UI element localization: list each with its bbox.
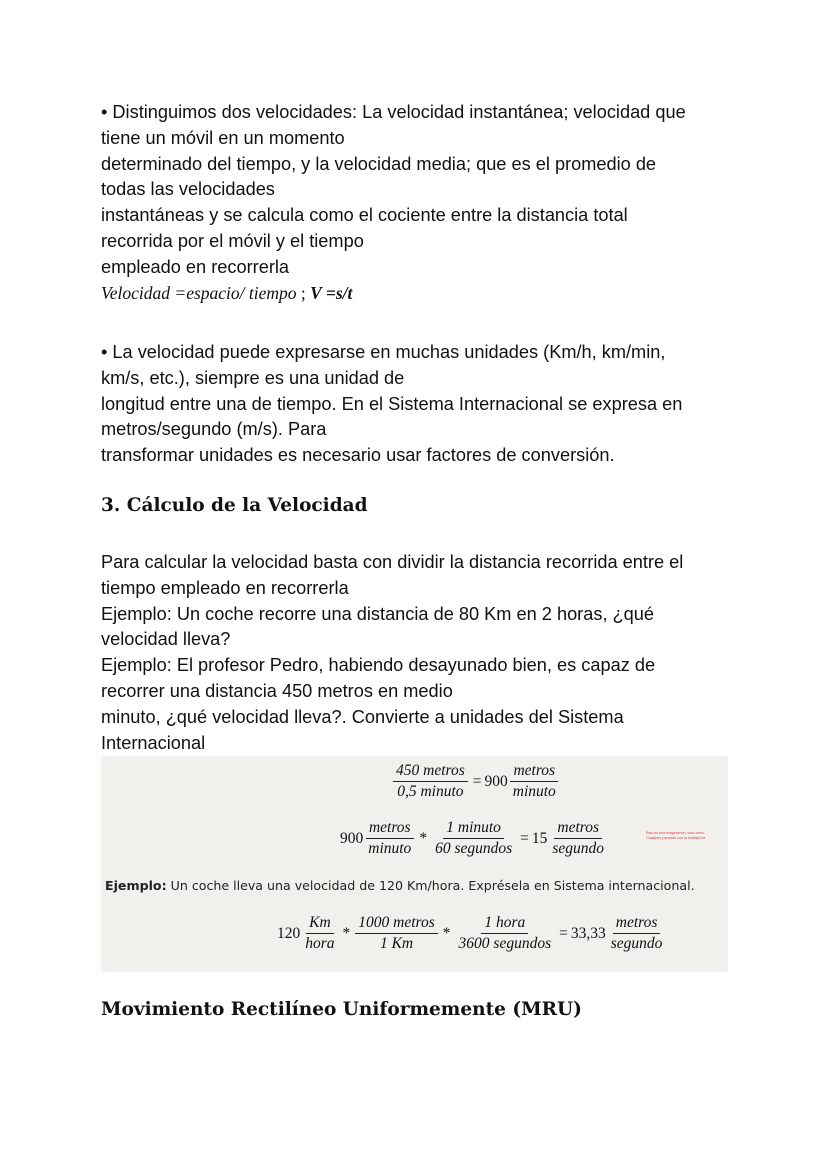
heading-calculo-velocidad: 3. Cálculo de la Velocidad — [101, 495, 368, 516]
text-line: Ejemplo: Un coche recorre una distancia de 80 Km en 2 horas, ¿qué — [101, 603, 655, 624]
paragraph-calculo — [101, 550, 741, 756]
equation-900-conversion: 900 $\frac{\text{metros}}{\text{minuto}}$ * $\frac{\text{1 minuto}}{\text{60 segundos}}$ = 15 $\frac{\text{metros}}{\text{segundo}}$ — [340, 819, 609, 858]
text-line: Ejemplo: El profesor Pedro, habiendo desayunado bien, es capaz de — [101, 655, 656, 676]
text-line: instantáneas y se calcula como el cociente entre la distancia total — [101, 205, 628, 226]
text-line: metros/segundo (m/s). Para — [101, 419, 327, 440]
text-line: recorrida por el móvil y el tiempo — [101, 230, 364, 251]
example-statement — [105, 878, 695, 893]
text-line: Internacional — [101, 732, 206, 753]
text-line: empleado en recorrerla — [101, 256, 290, 277]
fraction: $\frac{\text{metros}}{\text{minuto}}$ — [365, 819, 414, 858]
text-line: todas las velocidades — [101, 179, 275, 200]
equation-450-metros: $\frac{\text{450 metros}}{\text{0,5 minuto}}$ = 900 $\frac{\text{metros}}{\text{minuto}}$ — [391, 762, 561, 801]
fraction: $\frac{\text{metros}}{\text{minuto}}$ — [510, 762, 559, 801]
formula-separator: ; — [296, 283, 311, 303]
fraction: $\frac{\text{450 metros}}{\text{0,5 minuto}}$ — [393, 762, 468, 801]
paragraph-units — [101, 340, 741, 469]
text-line: km/s, etc.), siempre es una unidad de — [101, 367, 405, 388]
text-line: velocidad lleva? — [101, 629, 231, 650]
heading-mru: Movimiento Rectilíneo Uniformemente (MRU) — [101, 999, 582, 1020]
formula-words: Velocidad =espacio/ tiempo — [101, 283, 297, 303]
equation-120-kmh: 120 $\frac{Km}{\text{hora}}$ * $\frac{\text{1000 metros}}{1 Km}$ * $\frac{\text{1 hora}}{\text{3600 segundos}}$ = 33,33 $\frac{\text{metros}}{\text{segundo}}$ — [277, 914, 667, 953]
text-line: tiempo empleado en recorrerla — [101, 577, 349, 598]
velocity-formula — [101, 283, 352, 304]
text-line: minuto, ¿qué velocidad lleva?. Convierte a unidades del Sistema — [101, 706, 624, 727]
text-line: tiene un móvil en un momento — [101, 127, 345, 148]
example-text: Un coche lleva una velocidad de 120 Km/hora. Exprésela en Sistema internacional. — [166, 878, 695, 893]
example-label: Ejemplo: — [105, 878, 167, 893]
text-line: determinado del tiempo, y la velocidad media; que es el promedio de — [101, 153, 657, 174]
formula-symbol: V =s/t — [310, 283, 353, 303]
text-line: Para calcular la velocidad basta con dividir la distancia recorrida entre el — [101, 552, 684, 572]
text-line: recorrer una distancia 450 metros en medio — [101, 680, 453, 701]
fraction: $\frac{Km}{\text{hora}}$ — [305, 914, 335, 952]
text-line: • La velocidad puede expresarse en muchas unidades (Km/h, km/min, — [101, 342, 666, 362]
fraction: $\frac{\text{metros}}{\text{segundo}}$ — [610, 914, 663, 952]
example-solution-box — [101, 756, 728, 972]
fraction: $\frac{\text{metros}}{\text{segundo}}$ — [552, 819, 605, 857]
text-line: • Distinguimos dos velocidades: La velocidad instantánea; velocidad que — [101, 102, 686, 122]
text-line: longitud entre una de tiempo. En el Sistema Internacional se expresa en — [101, 393, 683, 414]
text-line: transformar unidades es necesario usar factores de conversión. — [101, 445, 615, 466]
paragraph-velocities — [101, 100, 741, 281]
fraction: $\frac{\text{1 hora}}{\text{3600 segundos}}$ — [458, 914, 552, 952]
fraction: $\frac{\text{1 minuto}}{\text{60 segundos}}$ — [435, 819, 513, 857]
fraction: $\frac{\text{1000 metros}}{1 Km}$ — [355, 914, 438, 953]
red-footnote: Esto es una exageración, todo cierto Cualquier parecido con la realidad es — [646, 831, 706, 840]
